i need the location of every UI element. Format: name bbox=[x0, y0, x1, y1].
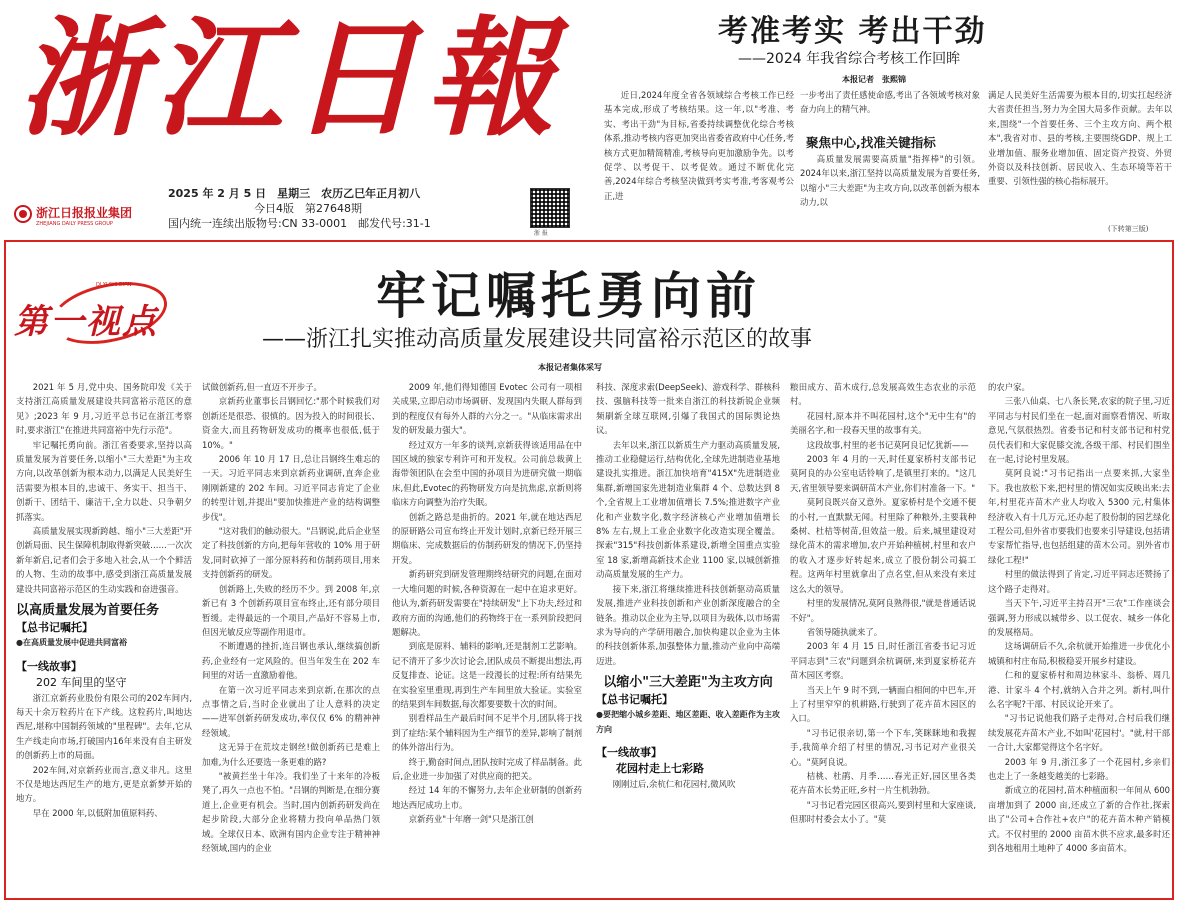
paragraph: 2009 年,他们得知德国 Evotec 公司有一项相关成果,立即启动市场调研、发现国内失眠人群每到到的程度仅有每外人群的六分之一。"从临床需求出发的研发最力强大"。 bbox=[392, 382, 582, 436]
feature-title: 牢记嘱托勇向前 bbox=[376, 267, 761, 325]
dateline-date: 2025 年 2 月 5 日 星期三 农历乙巳年正月初八 bbox=[168, 187, 421, 200]
feature-column-2 bbox=[202, 380, 380, 880]
paragraph: 2006 年 10 月 17 日,总让吕钢终生难忘的一天。习近平同志来到京新药业调研,直奔企业刚刚新建的 202 车间。习近平同志肯定了企业的转型计划,并提出"要加快推进产业的结构调整步伐"。 bbox=[202, 454, 380, 522]
paragraph: 经过双方一年多的谈判,京新获得该适用品在中国区域的独家专利许可和开发权。公司前总裁黄上海带领团队在会至中国的孙项目为进研究做一期临床,但此,Evotec的药物研发方向是抗焦虑,京新则将临床方向调整为治疗失眠。 bbox=[392, 439, 582, 508]
paragraph: 别看样品生产最后时间不足半个月,团队将于找到了症结:某个辅料因为生产细节的差异,影响了制剂的体外溶出行为。 bbox=[392, 713, 582, 753]
section-tag: 【总书记嘱托】 bbox=[16, 621, 93, 635]
paragraph: 当天下午,习近平主持召开"三农"工作座谈会强调,努力形成以城带乡、以工促农、城乡一体化的发展格局。 bbox=[988, 598, 1170, 637]
paragraph: 仁和的夏家桥村和周边林家斗、翁桥、周几港、计家斗 4 个村,就纳入合并之列。新村,叫什么名字呢?干部、村民议论开来了。 bbox=[988, 670, 1170, 709]
paragraph: 一步考出了责任感使命感,考出了各领域考核对象奋力向上的精气神。 bbox=[800, 90, 980, 115]
paragraph: 京新药业董事长吕钢回忆:"那个时候我们对创新还是很恐、很慎的。因为投入的时间很长、资金大,而且药物研发成功的概率也很低,低于 10%。" bbox=[202, 396, 380, 450]
paragraph: 桔桃、杜鹃、月季……春光正好,园区里各类花卉苗木长势正旺,乡村一片生机勃勃。 bbox=[790, 770, 976, 796]
press-group-emblem-icon bbox=[14, 205, 32, 223]
paragraph: "这对我们的触动很大。"吕钢说,此后企业坚定了科技创新的方向,把每年营收的 10% 用于研发,同时砍掉了一部分原料药和仿制药项目,用来支持创新药的研发。 bbox=[202, 526, 380, 580]
paragraph: 在第一次习近平同志来到京新,在那次的点点事情之后,当时企业就出了让人意料的决定——进军创新药研发成功,率仅仅 6% 的精神神经领域。 bbox=[202, 684, 380, 738]
paragraph: "习书记说他我们路子走得对,合村后我们继续发展花卉苗木产业,不如叫'花园村'。"就,村干部一合计,大家都觉得这个名字好。 bbox=[988, 713, 1170, 753]
paragraph: 202车间,对京新药业而言,意义非凡。这里不仅是地达西尼生产的地方,更是京新梦开始的地方。 bbox=[16, 764, 192, 804]
qr-caption: 浙 报 bbox=[534, 230, 548, 237]
paragraph: 莫阿良说:"习书记指出一点要来抓,大家坐下。我也放松下来,把村里的情况如实反映出来:去年,村里花卉苗木产业人均收入 5300 元,村集体经济收入有十几万元,还办起了股份制的园艺绿化工程公司,但外省市要我们也要来引导建设,包括请专家帮忙指导,也包括组建的苗木公司。别外省市绿化工程!" bbox=[988, 468, 1170, 565]
paragraph: 花园村,原本并不叫花园村,这个"无中生有"的美丽名字,和一段春天里的故事有关。 bbox=[790, 410, 976, 436]
paragraph: 新药研究到研发管理期终结研究的问题,在面对一大堆问题的时候,各种资源在一起中在追求更好。他认为,新药研发需要在"持续研发"上下功夫,经过和政府方面的沟通,他们的药物终于在一系列阶段把问题解决。 bbox=[392, 569, 582, 637]
top-article-column-2 bbox=[800, 88, 980, 134]
paragraph: 三张八仙桌、七八条长凳,农家的院子里,习近平同志与村民们坐在一起,面对面察看情况、听取意见,气氛很热烈。省委书记和村支部书记和村党员代表们和大家促膝交流,各级干部、村民们围坐在一起,讨论村里发展。 bbox=[988, 396, 1170, 465]
top-article-column-2b bbox=[800, 152, 980, 238]
paragraph: 2003 年 9 月,浙江多了一个花园村,乡亲们也走上了一条越变越美的七彩路。 bbox=[988, 756, 1170, 781]
paragraph: 当天上午 9 时不到,一辆面白相间的中巴车,开上了村里窄窄的机耕路,行驶到了花卉苗木园区的入口。 bbox=[790, 684, 976, 724]
story-tag: 【一线故事】 bbox=[16, 659, 82, 673]
feature-logo-label: 第一视点 bbox=[14, 302, 158, 342]
paragraph: 接下来,浙江将继续推进科技创新驱动高质量发展,推进产业科技创新和产业创新深度融合的全链条。推动以企业为主导,以项目为载体,以市场需求为导向的产学研用融合,加快构建以企业为主体的科技创新体系,加强整体力量,推动产业向中高端迈进。 bbox=[596, 583, 780, 666]
press-group-logo bbox=[14, 202, 164, 226]
section-heading: 以缩小"三大差距"为主攻方向 bbox=[603, 675, 773, 691]
press-group-name-en: ZHEJIANG DAILY PRESS GROUP bbox=[36, 220, 113, 227]
paragraph: 经过 14 年的不懈努力,去年企业研制的创新药地达西尼成功上市。 bbox=[392, 785, 582, 810]
top-article-subtitle: ——2024 年我省综合考核工作回眸 bbox=[738, 51, 961, 67]
paragraph: 近日,2024年度全省各领域综合考核工作已经基本完成,形成了考核结果。这一年,以"考准、考实、考出干劲"为目标,省委持续调整优化综合考核体系,推动考核内容更加突出省委省政府中心任务,考核方式更加精简精准,考核导向更加激励争先。以考促学、以考促干、以考促效。通过不断优化完善,2024年综合考核坚决做到考实考准,考客观考公正,进 bbox=[604, 90, 794, 201]
feature-byline: 本报记者集体采写 bbox=[538, 363, 602, 372]
paragraph: 粮田成方、苗木成行,总发展高效生态农业的示范村。 bbox=[790, 382, 976, 407]
paragraph: 这无异于在荒坟走钢丝!做创新药已是难上加难,为什么还要选一条更难的路? bbox=[202, 742, 380, 767]
feature-column-6 bbox=[988, 380, 1170, 880]
paragraph: 高质量发展实现新跨越、缩小"三大差距"开创新局面、民生保障机制取得新突破……一次次新年新启,记者们会于多地入社会,从一个个鲜活的人物、生动的故事中,感受到浙江高质量发展建设共同富裕示范区的生动实践和奋进强音。 bbox=[16, 526, 192, 594]
top-article-section-heading: 聚焦中心,找准关键指标 bbox=[806, 135, 936, 150]
paragraph: 这场调研后不久,余杭就开始推进一步优化小城镇和村庄布局,积极稳妥开展乡村建设。 bbox=[988, 641, 1170, 666]
paragraph: 创新之路总是曲折的。2021 年,就在地达西尼的原研路公司宣布终止开发计划时,京新已经开展三期临床、完成数据后的仿制药研发的情况下,仍坚持开发。 bbox=[392, 511, 582, 565]
dateline bbox=[168, 186, 528, 231]
top-article-byline: 本报记者 张熙锦 bbox=[842, 75, 906, 84]
paragraph: 满足人民美好生活需要为根本目的,切实扛起经济大省责任担当,努力为全国大局多作贡献。去年以来,围绕"一个首要任务、三个主攻方向、两个根本",我省对市、县的考核,主要围绕GDP、规上工业增加值、服务业增加值、固定资产投资、外贸外资以及科技创新、居民收入、生态环境等若干重要、引领性强的核心指标展开。 bbox=[988, 90, 1172, 187]
continued-note: (下转第三版) bbox=[1108, 225, 1149, 233]
paragraph: 这段故事,村里的老书记莫阿良记忆犹新—— bbox=[806, 439, 969, 450]
paragraph: 京新药业"十年磨一剑"只是浙江创 bbox=[408, 814, 534, 825]
paragraph: 2021 年 5 月,党中央、国务院印发《关于支持浙江高质量发展建设共同富裕示范区的意见》;2023 年 9 月,习近平总书记在浙江考察时,要求浙江"在推进共同富裕中先行示范"。 bbox=[16, 382, 192, 436]
feature-subtitle: ——浙江扎实推动高质量发展建设共同富裕示范区的故事 bbox=[262, 327, 813, 352]
feature-column-logo bbox=[10, 282, 192, 350]
feature-column-3 bbox=[392, 380, 582, 880]
top-article-column-1 bbox=[604, 88, 794, 238]
paragraph: 创新路上,失败的经历不少。到 2008 年,京新已有 3 个创新药项目宣布终止,还有部分项目暂缓。走得最远的一个项目,产品好不容易上市,但因光敏反应等副作用退市。 bbox=[202, 583, 380, 637]
paragraph: 去年以来,浙江以新质生产力驱动高质量发展,推动工业稳健运行,结构优化,全球先进制造业基地建设扎实推进。浙江加快培育"415X"先进制造业集群,新增国家先进制造业集群 4 个、总数达到 8 个,全省规上工业增加值增长 7.5%;推进数字产业化和产业数字化,数字经济核心产业增加值增长 8% 左右,规上工业企业数字化改造实现全覆盖。探索"315"科技创新体系建设,新增全国重点实验室 18 家,新增高新技术企业 1100 家,以城创新推动高质量发展的生产力。 bbox=[596, 439, 780, 580]
paragraph: 浙江京新药业股份有限公司的202车间内,每天十余万粒药片在下产线。这粒药片,叫地达西尼,堪称中国制药领域的"里程碑"。去年,它从生产线走向市场,打破国内16年来没有自主研发的创新药上市的局面。 bbox=[16, 692, 192, 761]
story-title: 202 车间里的坚守 bbox=[36, 675, 127, 689]
top-article-title: 考准考实 考出干劲 bbox=[718, 14, 987, 49]
feature-column-1 bbox=[16, 380, 192, 880]
paragraph: 2003 年 4 月的一天,时任夏家桥村支部书记莫阿良的办公室电话铃响了,是镇里打来的。"这几天,省里领导要来调研苗木产业,你们村准备一下。" bbox=[790, 454, 976, 493]
dateline-issue: 今日4版 第27648期 bbox=[254, 202, 362, 215]
paragraph: 刚刚过后,余杭仁和花园村,微风吹 bbox=[612, 778, 736, 789]
section-bullet: ●要把缩小城乡差距、地区差距、收入差距作为主攻方向 bbox=[596, 710, 780, 734]
paragraph: 高质量发展需要高质量"指挥棒"的引领。2024年以来,浙江坚持以高质量发展为首要任务,以缩小"三大差距"为主攻方向,以改革创新为根本动力,以 bbox=[800, 154, 980, 208]
qr-code-icon bbox=[530, 188, 570, 228]
section-heading: 以高质量发展为首要任务 bbox=[16, 603, 160, 619]
paragraph: 的农户家。 bbox=[988, 382, 1030, 392]
dateline-publication-code: 国内统一连续出版物号:CN 33-0001 邮发代号:31-1 bbox=[168, 217, 431, 230]
paragraph: 牢记嘱托勇向前。浙江省委要求,坚持以高质量发展为首要任务,以缩小"三大差距"为主攻方向,以改革创新为根本动力,以满足人民美好生活需要为根本目的,忠诚干、务实干、担当干、创新干、团结干、廉洁干,全力以赴、只争朝夕抓落实。 bbox=[16, 439, 192, 522]
paragraph: "被黄拦坐十年冷。我们坐了十来年的冷板凳了,再久一点也不怕。"吕钢的判断是,在细分赛道上,企业更有机会。当时,国内创新药研发尚在起步阶段,大部分企业将精力投向单品热门领域。全球仅日本、欧洲有国内企业专注于精神神经领域,国内的企业 bbox=[202, 770, 380, 853]
paragraph: 村里的发展情况,莫阿良熟得很,"就是普通话说不好"。 bbox=[790, 598, 976, 623]
paragraph: 莫阿良既兴奋又意外。夏家桥村是个交通不便的小村,一直默默无闻。村里除了种粮外,主要栽种桑树、杜桔等树苗,但效益一般。后来,城里建设对绿化苗木的需求增加,农户开始种植树,村里和农户的收入才逐步好转起来,成立了股份制公司搞工程。这两年村里就拿出了点名堂,但从来没有来过这么大的领导。 bbox=[790, 497, 976, 594]
press-group-name: 浙江日报报业集团 bbox=[36, 205, 133, 220]
paragraph: 新成立的花园村,苗木种植面积一年间从 600 亩增加到了 2000 亩,还成立了新的合作社,探索出了"公司+合作社+农户"的花卉苗木种产销模式。不仅村里的 2000 亩苗木供不应求,最多时还到各地租用土地种了 4000 多亩苗木。 bbox=[988, 785, 1170, 853]
paragraph: 村里的做法得到了肯定,习近平同志还赞扬了这个路子走得对。 bbox=[988, 569, 1170, 594]
top-article-column-3 bbox=[988, 88, 1172, 224]
feature-column-4 bbox=[596, 380, 780, 880]
paragraph: 省领导随执就来了。 bbox=[806, 626, 883, 637]
paragraph: 到底是原料、辅料的影响,还是制剂工艺影响。记不清开了多少次讨论会,团队成员不断提出想法,再反复排查、论证。这是一段漫长的过程:所有结果先在实验室里重现,再到生产车间里放大验证。实验室的结果到车间数据,每次都要要数十次的时间。 bbox=[392, 641, 582, 709]
paragraph: "习书记看完园区很高兴,要到村里和大家座谈,但那时村委会太小了。"莫 bbox=[790, 799, 976, 825]
paragraph: "习书记很亲切,第一个下车,笑眯眯地和我握手,我简单介绍了村里的情况,习书记对产业很关心。"莫阿良说。 bbox=[790, 727, 976, 767]
feature-logo-pinyin: DI YI SHI DIAN bbox=[96, 282, 132, 288]
masthead-logo: 浙江日報 bbox=[18, 4, 563, 154]
story-tag: 【一线故事】 bbox=[596, 745, 662, 759]
paragraph: 早在 2000 年,以低附加值原料药、 bbox=[32, 807, 163, 818]
paragraph: 2003 年 4 月 15 日,时任浙江省委书记习近平同志到"三农"问题到余杭调研,来到夏家桥花卉苗木园区考察。 bbox=[790, 641, 976, 681]
story-title: 花园村走上七彩路 bbox=[616, 761, 704, 775]
section-tag: 【总书记嘱托】 bbox=[596, 693, 673, 707]
section-bullet: ●在高质量发展中促进共同富裕 bbox=[16, 638, 127, 648]
feature-column-5 bbox=[790, 380, 976, 880]
paragraph: 不断遭遇的挫折,连吕钢也承认,继续搞创新药,企业经有一定风险的。但当年发生在 202 车间里的对话一直激励着他。 bbox=[202, 641, 380, 681]
paragraph: 科技、深度求索(DeepSeek)、游戏科学、群核科技、强脑科技等一批来自浙江的科技新锐企业频频刷新全球互联网,引爆了我国式的国际舆论热议。 bbox=[596, 382, 780, 436]
paragraph: 终于,勤奋时间点,团队按时完成了样品制备。此后,企业进一步加强了对供应商的把关。 bbox=[392, 756, 582, 781]
paragraph: 试做创新药,但一直迈不开步子。 bbox=[202, 382, 322, 392]
